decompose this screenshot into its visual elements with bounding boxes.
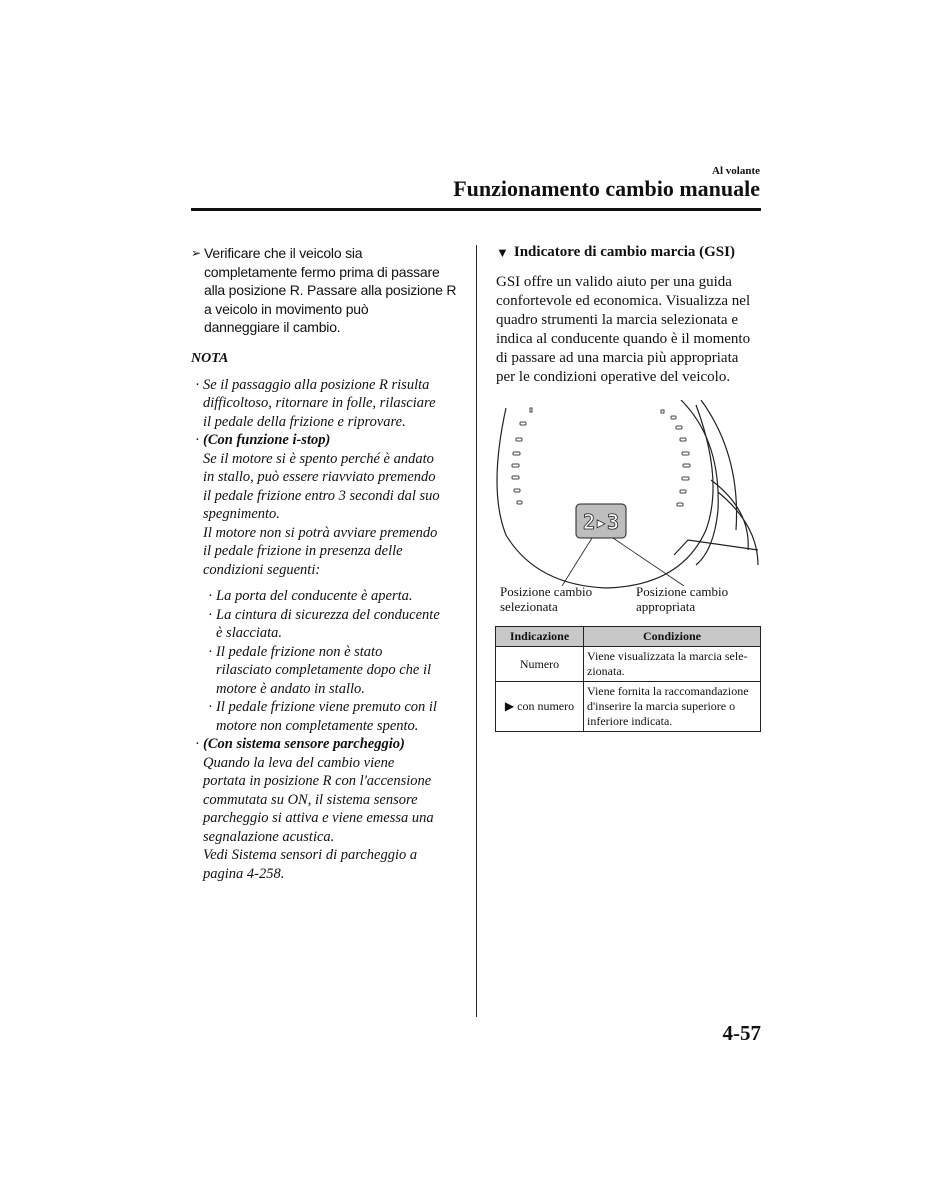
bullet-icon: ·: [208, 643, 213, 660]
condition-line: Il pedale frizione non è stato: [216, 643, 383, 660]
condition-item: [204, 606, 466, 643]
caution-line: alla posizione R. Passare alla posizione R: [204, 282, 457, 298]
condition-line: rilasciato completamente dopo che il: [216, 662, 432, 678]
note-line: il pedale frizione in presenza delle: [203, 543, 403, 559]
triangle-down-icon: ▼: [496, 244, 509, 260]
cell-line: Viene fornita la raccomandazione: [587, 684, 749, 698]
bullet-icon: ·: [195, 376, 200, 393]
bullet-icon: ·: [208, 588, 213, 604]
condition-line: La porta del conducente è aperta.: [216, 588, 413, 604]
bullet-icon: ·: [208, 699, 213, 715]
note-line: il pedale della frizione e riprovare.: [203, 413, 406, 430]
caution-text: [204, 244, 456, 337]
cell-line: d'inserire la marcia superiore o: [587, 699, 736, 713]
gear-display-text: 2▸3: [582, 510, 620, 534]
para-line: quadro strumenti la marcia selezionata e: [496, 312, 738, 328]
note-line: il pedale frizione entro 3 secondi dal suo: [203, 487, 440, 504]
para-line: GSI offre un valido aiuto per una guida: [496, 274, 732, 290]
note-item: [191, 735, 466, 883]
right-column: [496, 244, 764, 387]
table-row: [496, 682, 761, 732]
cell-line: Viene visualizzata la marcia sele-: [587, 649, 748, 663]
note-line: Se il motore si è spento perché è andato: [203, 450, 434, 467]
bullet-icon: ·: [208, 606, 213, 623]
note-line: condizioni seguenti:: [203, 561, 321, 578]
section-label: Al volante: [712, 165, 760, 177]
column-divider: [476, 245, 477, 1017]
instrument-cluster-illustration: [496, 400, 761, 615]
nota-heading: NOTA: [191, 350, 229, 366]
bullet-icon: ·: [195, 432, 200, 448]
condition-line: motore è andato in stallo.: [216, 680, 365, 697]
condition-cell: [584, 647, 761, 682]
cell-line: zionata.: [587, 664, 625, 678]
table-header-cell: Condizione: [584, 627, 761, 647]
note-line: Se il passaggio alla posizione R risulta: [203, 376, 430, 393]
caption-line: Posizione cambio: [500, 584, 593, 599]
para-line: confortevole ed economica. Visualizza nel: [496, 293, 751, 309]
condition-list: [204, 587, 466, 735]
caution-line: Verificare che il veicolo sia: [204, 245, 363, 261]
section-heading-text: Indicatore di cambio marcia (GSI): [513, 244, 735, 260]
caption-line: appropriata: [636, 599, 696, 614]
left-column: [191, 244, 466, 883]
table-row: [496, 647, 761, 682]
caution-note: [191, 244, 466, 337]
para-line: per le condizioni operative del veicolo.: [496, 369, 731, 385]
section-heading: [496, 244, 764, 261]
bullet-icon: ·: [195, 736, 200, 752]
note-line: in stallo, può essere riavviato premendo: [203, 469, 436, 485]
table-header-row: [496, 627, 761, 647]
page-number: 4-57: [722, 1021, 761, 1045]
cell-line: inferiore indicata.: [587, 714, 673, 728]
caption-line: Posizione cambio: [636, 584, 729, 599]
condition-item: [204, 587, 466, 606]
note-line: parcheggio si attiva e viene emessa una: [203, 810, 434, 826]
gsi-table: [495, 626, 761, 732]
note-line: segnalazione acustica.: [203, 828, 335, 845]
caption-line: selezionata: [500, 599, 558, 614]
note-line: Vedi Sistema sensori di parcheggio a: [203, 847, 418, 863]
note-line: spegnimento.: [203, 506, 280, 522]
table-header-cell: Indicazione: [496, 627, 584, 647]
condition-line: Il pedale frizione viene premuto con il: [216, 699, 437, 715]
indicator-cell: Numero: [496, 647, 584, 682]
header-rule: [191, 208, 761, 211]
para-line: di passare ad una marcia più appropriata: [496, 350, 739, 366]
caption-selected-gear: [500, 584, 592, 614]
note-line: difficoltoso, ritornare in folle, rilasciare: [203, 395, 436, 411]
condition-item: [204, 643, 466, 699]
note-subtitle: (Con funzione i-stop): [203, 432, 331, 448]
note-item: [191, 376, 466, 432]
note-subtitle: (Con sistema sensore parcheggio): [203, 736, 405, 752]
gsi-description: [496, 273, 764, 387]
note-line: portata in posizione R con l'accensione: [203, 773, 432, 789]
note-line: pagina 4-258.: [203, 865, 285, 882]
condition-line: motore non completamente spento.: [216, 717, 419, 734]
condition-item: [204, 698, 466, 735]
note-line: commutata su ON, il sistema sensore: [203, 791, 418, 808]
condition-cell: [584, 682, 761, 732]
arrow-marker-icon: ➢: [191, 246, 201, 260]
note-line: Quando la leva del cambio viene: [203, 754, 395, 771]
caution-line: completamente fermo prima di passare: [204, 263, 440, 280]
condition-line: è slacciata.: [216, 625, 283, 641]
page-title: Funzionamento cambio manuale: [453, 176, 760, 201]
note-line: Il motore non si potrà avviare premendo: [203, 524, 438, 541]
caution-line: a veicolo in movimento può: [204, 300, 369, 317]
condition-line: La cintura di sicurezza del conducente: [216, 606, 440, 623]
note-item: [191, 431, 466, 579]
indicator-cell: ▶ con numero: [496, 682, 584, 732]
caution-line: danneggiare il cambio.: [204, 319, 341, 335]
para-line: indica al conducente quando è il momento: [496, 331, 751, 347]
caption-recommended-gear: [636, 584, 728, 614]
